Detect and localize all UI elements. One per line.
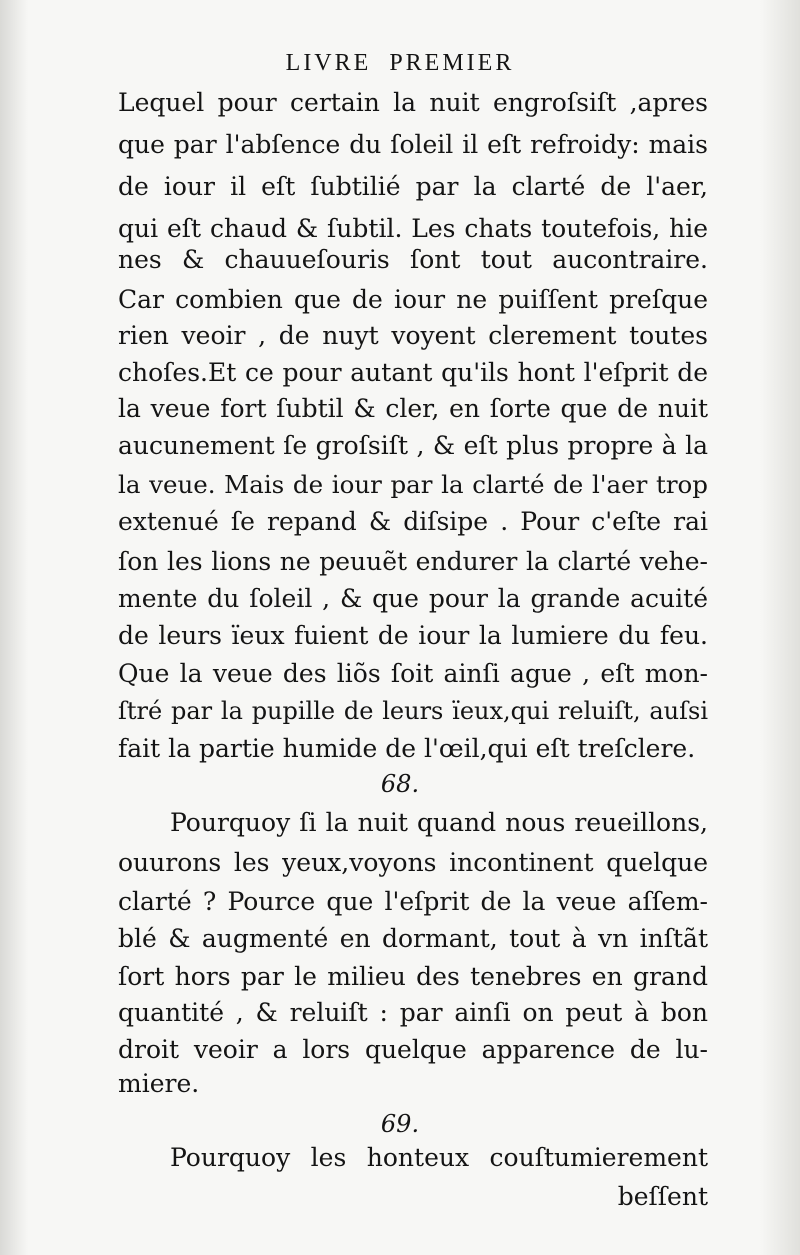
text-line: ouurons les yeux,voyons incontinent quelque [118, 848, 708, 877]
text-line: fait la partie humide de l'œil,qui eſt treſclere. [118, 734, 696, 763]
text-line: rien veoir , de nuyt voyent clerement toutes [118, 321, 708, 350]
text-line: droit veoir a lors quelque apparence de lu- [118, 1035, 708, 1064]
text-line: Que la veue des liõs ſoit ainſi ague , eſt mon- [118, 659, 708, 688]
text-line: nes & chauueſouris ſont tout aucontraire. [118, 245, 708, 274]
text-line: que par l'abſence du ſoleil il eſt refroidy: mais [118, 130, 708, 159]
text-line: mente du ſoleil , & que pour la grande acuité [118, 584, 708, 613]
chapter-number-69: 69. [380, 1110, 420, 1138]
text-line: de iour il eſt ſubtilié par la clarté de l'aer, [118, 172, 708, 201]
text-line: Pourquoy les honteux couſtumierement [170, 1143, 708, 1172]
running-header [0, 50, 800, 77]
text-line: ſtré par la pupille de leurs ïeux,qui reluiſt, auſsi [118, 697, 708, 725]
text-line: Lequel pour certain la nuit engroſsiſt ,apres [118, 88, 708, 117]
text-line: Pourquoy ſi la nuit quand nous reueillons, [170, 808, 708, 837]
chapter-number-68: 68. [380, 770, 420, 798]
text-line: de leurs ïeux fuient de iour la lumiere du feu. [118, 621, 708, 650]
text-line: choſes.Et ce pour autant qu'ils hont l'eſprit de [118, 358, 708, 387]
text-line: ſon les lions ne peuuẽt endurer la clarté vehe- [118, 547, 708, 576]
running-header-livre: LIVRE [285, 50, 372, 76]
text-line: quantité , & reluiſt : par ainſi on peut à bon [118, 998, 708, 1027]
text-line: qui eſt chaud & ſubtil. Les chats toutefois, hie [118, 214, 708, 243]
text-line: beſſent [617, 1182, 708, 1211]
text-line: la veue. Mais de iour par la clarté de l'aer trop [118, 470, 708, 499]
text-line: blé & augmenté en dormant, tout à vn inſtãt [118, 924, 708, 953]
text-line: extenué ſe repand & diſsipe . Pour c'eſte rai [118, 507, 708, 536]
text-line: miere. [118, 1069, 200, 1098]
text-line: ſort hors par le milieu des tenebres en grand [118, 962, 708, 991]
text-line: clarté ? Pource que l'eſprit de la veue aſſem- [118, 887, 708, 916]
text-line: Car combien que de iour ne puiſſent preſque [118, 285, 708, 314]
running-header-premier: PREMIER [389, 50, 515, 76]
text-line: aucunement ſe groſsiſt , & eſt plus propre à la [118, 431, 708, 460]
text-line: la veue fort ſubtil & cler, en ſorte que de nuit [118, 394, 708, 423]
